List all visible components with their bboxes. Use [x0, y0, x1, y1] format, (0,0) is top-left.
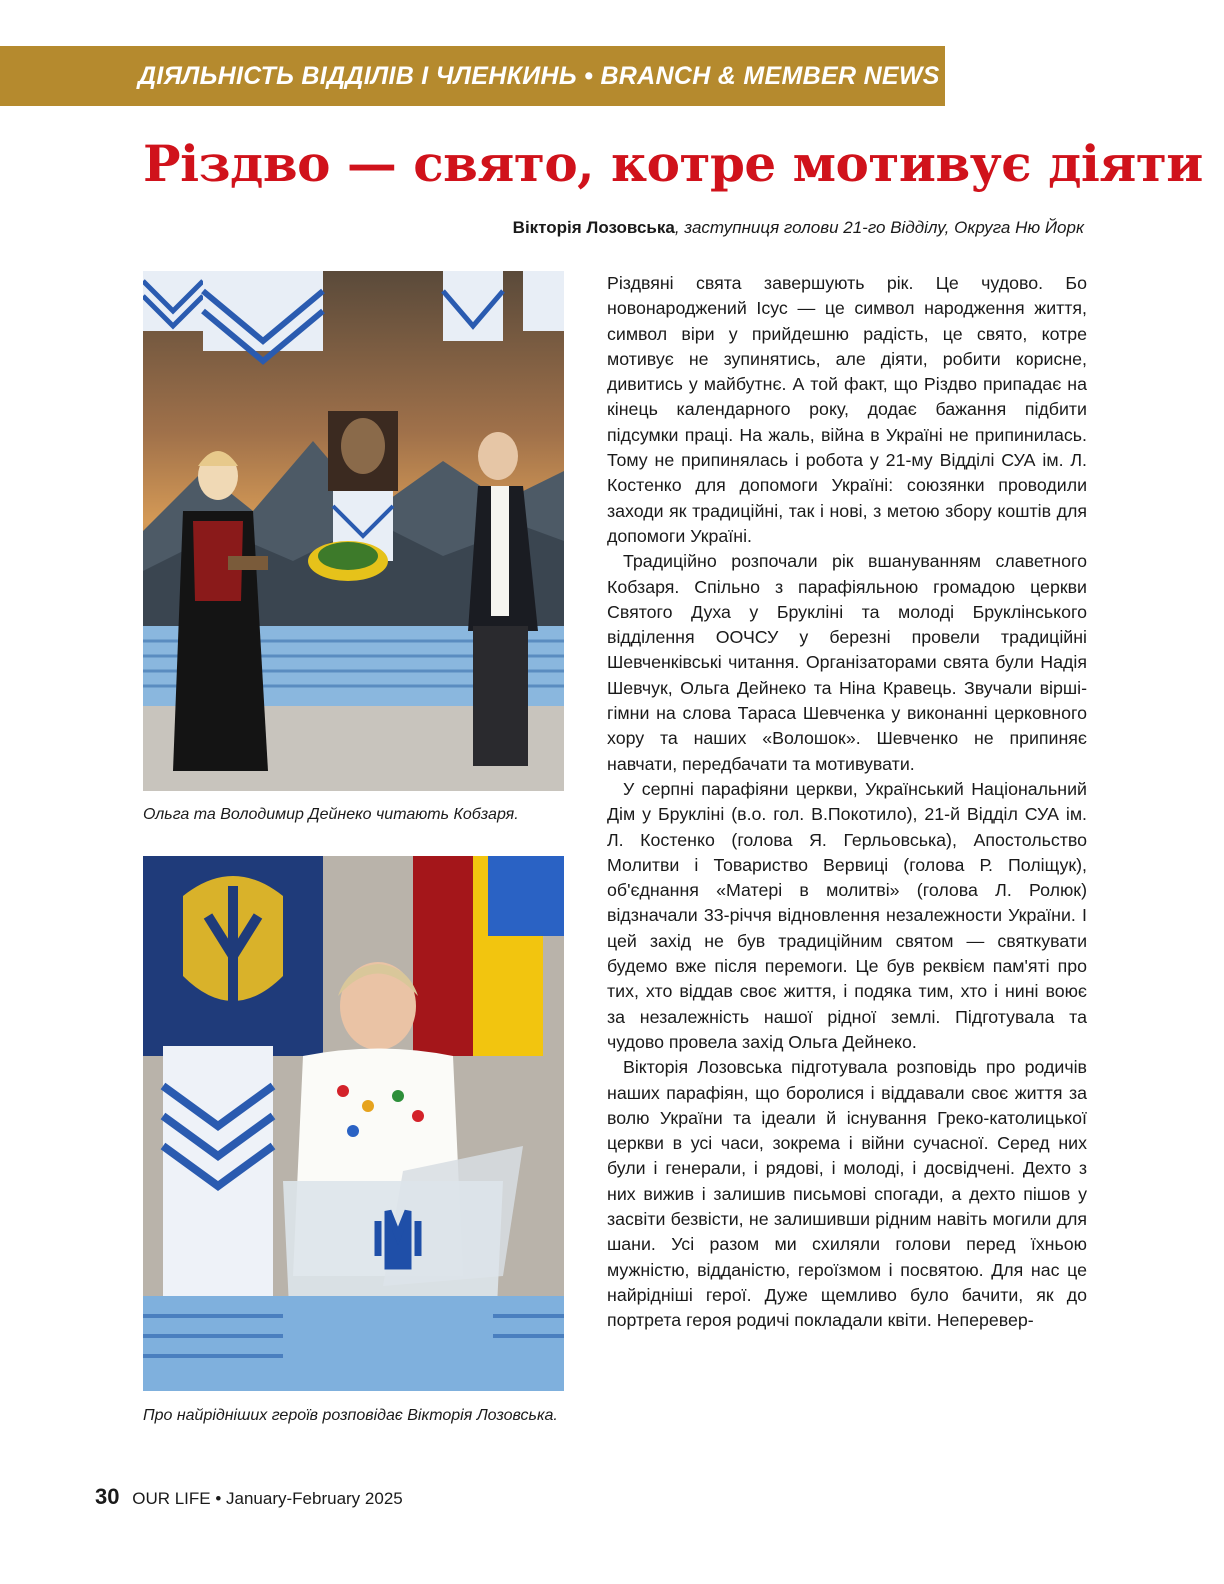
photo-caption: Про найрідніших героїв розповідає Вікторія Лозовська. — [143, 1407, 558, 1424]
byline — [513, 218, 1084, 238]
article-paragraph: Вікторія Лозовська підготувала розповідь про родичів наших парафіян, що боролися і віддавали своє життя за волю України та ідеали й існування Греко-католицької церкви в усі часи, зокрема і війни сучасної. Серед них були і генерали, і рядові, і молоді, і досвідчені. Дехто з них вижив і залишив письмові спогади, а дехто пішов у засвіти безвісти, не залишивши рідним навіть могили для шани. Усі разом ми схиляли голови перед їхньою мужністю, відданістю, героїзмом і посвятою. Для нас це найрідніші герої. Дуже щемливо було бачити, як до портрета героя родичі покладали квіти. Неперевер- — [607, 1057, 1087, 1331]
photo-kobzar-reading — [143, 271, 564, 791]
article-title: Різдво — свято, котре мотивує діяти — [143, 134, 1203, 193]
article-body — [607, 271, 1087, 1333]
photo-heroes-speech-image — [143, 856, 564, 1391]
photo-heroes-speech — [143, 856, 564, 1391]
page-footer — [95, 1484, 403, 1510]
photo-kobzar-reading-image — [143, 271, 564, 791]
article-paragraph: У серпні парафіяни церкви, Український Національний Дім у Брукліні (в.о. гол. В.Покотило), 21-й Відділ СУА ім. Л. Костенко (голова Я. Герльовська), Апостольство Молитви і Товариство Вервиці (голова Р. Поліщук), об'єднання «Матері в молитві» (голова Л. Ролюк) відзначали 33-річчя відновлення незалежности України. І цей захід не був традиційним святом — святкувати будемо вже після перемоги. Це був реквієм пам'яті про тих, хто віддав своє життя, і подяка тим, хто і нині воює за незалежність нашої рідної землі. Підготувала та чудово провела захід Ольга Дейнеко. — [607, 778, 1087, 1052]
publication-name: OUR LIFE • January-February 2025 — [132, 1489, 403, 1508]
author-name: Вікторія Лозовська — [512, 218, 675, 237]
section-banner — [0, 46, 945, 106]
section-banner-label: ДІЯЛЬНІСТЬ ВІДДІЛІВ І ЧЛЕНКИНЬ • BRANCH & MEMBER NEWS — [138, 61, 940, 90]
author-role: , заступниця голови 21-го Відділу, Округа Ню Йорк — [674, 218, 1084, 237]
article-paragraph: Традиційно розпочали рік вшануванням славетного Кобзаря. Спільно з парафіяльною громадою церкви Святого Духа у Брукліні та молоді Бруклінського відділення ООЧСУ у березні провели традиційні Шевченківські читання. Організаторами свята були Надія Шевчук, Ольга Дейнеко та Ніна Кравець. Звучали вірші-гімни на слова Тараса Шевченка у виконанні церковного хору та наших «Волошок». Шевченко не припиняє навчати, передбачати та мотивувати. — [607, 551, 1087, 774]
article-paragraph: Різдвяні свята завершують рік. Це чудово. Бо новонароджений Ісус — це символ народження життя, символ віри у прийдешню радість, це свято, котре мотивує не зупинятись, але діяти, робити корисне, дивитись у майбутнє. А той факт, що Різдво припадає на кінець календарного року, додає бажання підбити підсумки праці. На жаль, війна в Україні не припинилась. Тому не припинялась і робота у 21-му Відділі СУА ім. Л. Костенко для допомоги Україні: союзянки проводили заходи як традиційні, так і нові, з метою збору коштів для допомоги Україні. — [607, 273, 1087, 546]
page-number: 30 — [95, 1484, 120, 1509]
photo-caption: Ольга та Володимир Дейнеко читають Кобзаря. — [143, 806, 519, 823]
